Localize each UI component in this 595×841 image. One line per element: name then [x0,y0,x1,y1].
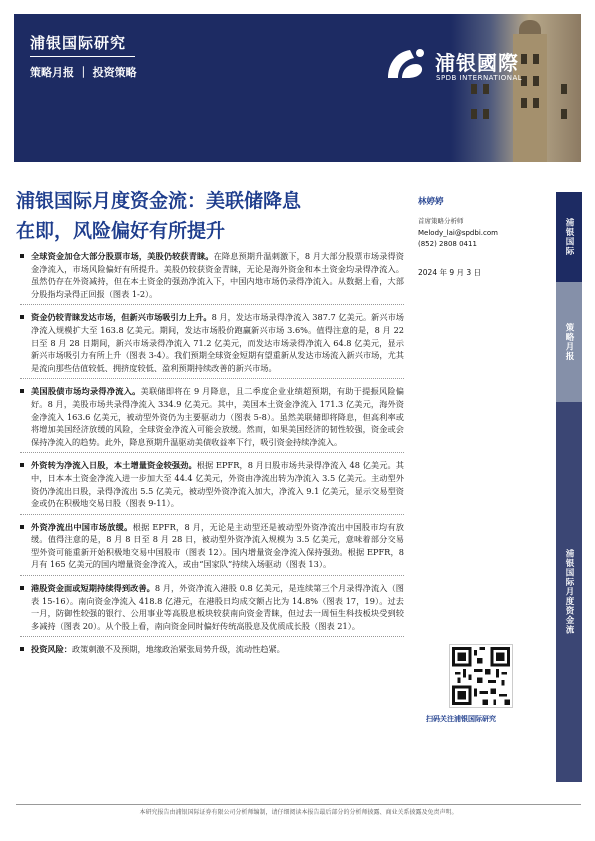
logo-text-en: SPDB INTERNATIONAL [436,74,523,82]
bullet-paragraph [20,582,404,632]
divider [20,378,404,380]
bullet-paragraph [20,311,404,374]
side-tab-brand: 浦银国际 [556,192,582,282]
bullet-paragraph [20,385,404,448]
bullet-text: 根据 EPFR，8 月日股市场共录得净流入 48 亿美元。其中，日本本土资金净流入进一步加大至 44.4 亿美元，外资由净流出转为净流入 3.5 亿美元。主动型外资仍净流出日股，录得净流出 5.5 亿美元，被动型外资净流入加大，净流入 9.1 亿美元，显示交易型资金或仍在积极地交易日股（图表 9-11）。 [31,460,404,509]
divider [20,636,404,638]
spdb-logo-icon [384,44,428,84]
bullet-text: 美联储即将在 9 月降息，且二季度企业业绩超预期，有助于提振风险偏好。8 月，美股市场共录得净流入 334.9 亿美元。其中，美国本土资金净流入 171.3 亿美元，海外资金净流入 163.6 亿美元，被动型外资仍为主要驱动力（图表 5-8）。虽然美联储即将降息，但高利率或将增加美国经济放缓的风险，全球资金净流入可能会放缓。然而，如果美国经济的韧性较强，资金或会保持净流入的趋势。此外，降息预期升温驱动美债收益率下行，吸引资金持续净流入。 [31,386,404,447]
report-title-line1: 浦银国际月度资金流：美联储降息 [16,190,302,212]
logo-text-cn: 浦银國際 [435,51,519,75]
bullet-lead: 港股资金面或短期持续得到改善。 [31,583,155,594]
summary-section [20,250,404,656]
bullet-text: 根据 EPFR，8 月，无论是主动型还是被动型外资净流出中国股市均有放缓。值得注意的是，8 月 8 日至 8 月 28 日，被动型外资净流入规模为 3.5 亿美元，意味着部分交易型外资可能重新开始积极地交易中国股市（图表 12）。国内增量资金净流入保持强劲。根据 EPFR，8 月有 165 亿美元的国内增量资金净流入，或由“国家队”持续入场驱动（图表 13）。 [31,521,404,570]
qr-caption: 扫码关注浦银国际研究 [426,714,496,723]
bullet-lead: 资金仍较青睐发达市场，但新兴市场吸引力上升。 [31,312,212,323]
bullet-lead: 外资净流出中国市场放缓。 [31,521,133,532]
divider [20,514,404,516]
footer-divider [16,804,581,805]
header-divider [30,56,135,57]
qr-code-icon[interactable] [450,645,512,707]
bullet-text: 政策刺激不及预期，地缘政治紧张局势升级，流动性趋紧。 [71,644,285,655]
divider [20,452,404,454]
bullet-text: 8 月，外资净流入港股 0.8 亿美元，是连续第三个月录得净流入（图表 15-16）。南向资金净流入 418.8 亿港元，在港股日均成交额占比为 14.8%（图表 17，19）。过去一月，防御性较强的银行、公用事业等高股息板块较获南向资金青睐，但过去一周恒生科技板块受到较多减持（图表 20）。从个股上看，南向资金同时偏好传统高股息及优质成长股（图表 21）。 [31,583,404,631]
bullet-paragraph [20,459,404,509]
report-category: 策略月报 ｜ 投资策略 [30,66,137,79]
side-tab-series: 浦银国际月度资金流 [556,402,582,782]
side-tab-category: 策略月报 [556,282,582,402]
divider [20,304,404,306]
analyst-role: 首席策略分析师 [418,217,464,225]
bullet-lead: 美国股债市场均录得净流入。 [31,386,141,397]
report-title [16,186,396,246]
bullet-paragraph [20,521,404,571]
bullet-lead: 投资风险： [31,644,72,655]
bullet-lead: 外资转为净流入日股，本土增量资金较强劲。 [31,460,197,471]
analyst-name: 林婷婷 [418,197,444,207]
header-banner [14,14,581,162]
bullet-text: 8 月，发达市场录得净流入 387.7 亿美元。新兴市场净流入规模扩大至 163.8 亿美元。期间，发达市场股价跑赢新兴市场 3.6%。值得注意的是，8 月 22 日至 8 月 28 日期间，新兴市场录得净流入 71.2 亿美元，而发达市场录得净流入 64.8 亿美元，显示新兴市场吸引力有所上升（图表 3-4）。我们预期全球资金短期有望重新从发达市场流入新兴市场，尤其是流向那些估值较低、拥挤度较低、盈利预期持续改善的新兴市场。 [31,312,404,373]
analyst-email[interactable]: Melody_lai@spdbi.com [418,229,498,237]
disclaimer-footer: 本研究报告由浦银国际证券有限公司分析师编制，请仔细阅读本报告最后部分的分析师披露、商业关系披露及免责声明。 [139,809,458,816]
report-date: 2024 年 9 月 3 日 [418,268,482,277]
bullet-lead: 全球资金加仓大部分股票市场，美股仍较获青睐。 [31,251,214,261]
bullet-paragraph [20,250,404,300]
divider [20,575,404,577]
report-title-line2: 在即，风险偏好有所提升 [16,220,226,242]
building-image [451,14,581,162]
org-name: 浦银国际研究 [30,34,127,52]
bullet-text: 在降息预期升温刺激下，8 月大部分股票市场录得资金净流入，市场风险偏好有所提升。美股仍较获资金青睐，无论是海外资金和本土资金均录得净流入。虽然仍存在外资减持，但在本土资金的强劲净流入下，中国内地市场仍录得净流入。从数据上看，大部分股指均录得正回报（图表 1-2）。 [31,251,404,299]
analyst-phone: (852) 2808 0411 [418,240,477,248]
bullet-paragraph [20,643,404,656]
